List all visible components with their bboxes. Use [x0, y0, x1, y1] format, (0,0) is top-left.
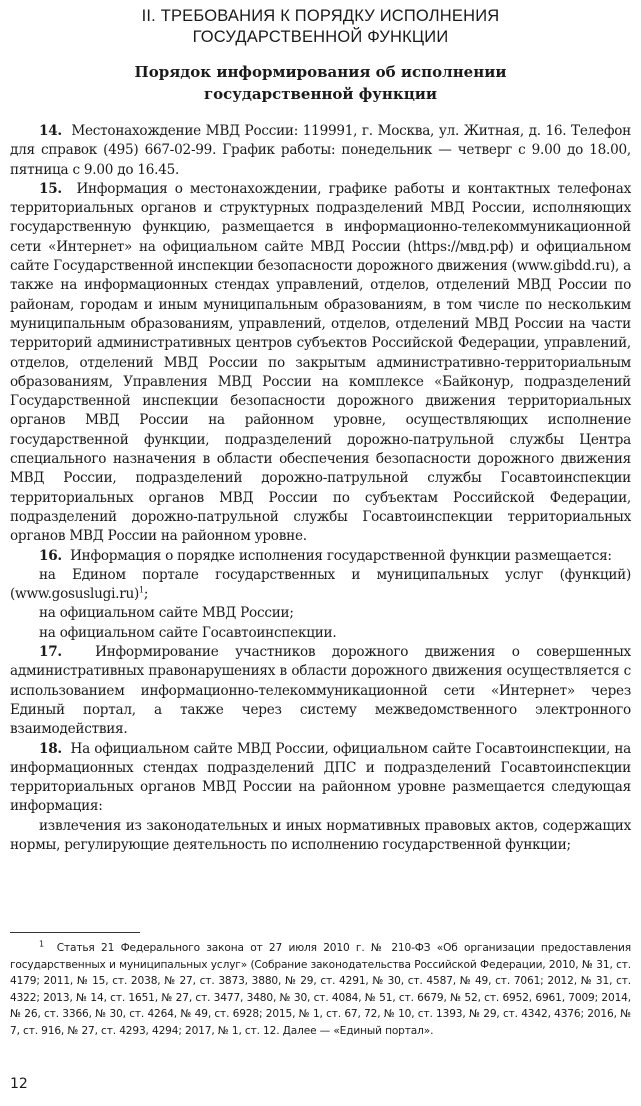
paragraph-number: 18. [39, 740, 62, 757]
list-item-text: на официальном сайте Госавтоинспекции. [39, 624, 337, 641]
footnote-reference[interactable]: 1 [139, 585, 144, 595]
section-heading-line-1: II. ТРЕБОВАНИЯ К ПОРЯДКУ ИСПОЛНЕНИЯ [141, 7, 500, 25]
section-heading-line-2: ГОСУДАРСТВЕННОЙ ФУНКЦИИ [192, 28, 449, 46]
paragraph-16 [10, 547, 631, 566]
footnote-mark: 1 [39, 939, 44, 949]
list-item [10, 624, 631, 643]
paragraph-number: 16. [39, 547, 62, 564]
paragraph-18 [10, 740, 631, 817]
paragraph-17 [10, 643, 631, 739]
list-item-punctuation: ; [143, 586, 149, 603]
list-item-text: на официальном сайте МВД России; [39, 605, 294, 622]
body-text [10, 122, 631, 855]
subsection-heading-line-1: Порядок информирования об исполнении [134, 63, 507, 81]
footnote-text-block [10, 940, 631, 1040]
list-item-text: на Едином портале государственных и муниципальных услуг (функций) (www.gosuslugi.ru) [10, 566, 631, 603]
paragraph-text: Местонахождение МВД России: 119991, г. Москва, ул. Житная, д. 16. Телефон для справок (495) 667-02-99. График работы: понедельник — четверг с 9.00 до 18.00, пятница с 9.00 до 16.45. [10, 123, 631, 178]
page-number: 12 [10, 1076, 28, 1092]
footnote [10, 940, 631, 1040]
paragraph-text: Информирование участников дорожного движения о совершенных административных правонарушениях в области дорожного движения осуществляется с использованием информационно-телекоммуникационной сети «Интернет» через Единый портал, а также через систему межведомственного электронного взаимодействия. [10, 644, 631, 738]
subsection-heading-line-2: государственной функции [203, 85, 438, 103]
paragraph-text: Информация о местонахождении, графике работы и контактных телефонах территориальных органов и структурных подразделений МВД России, исполняющих государственную функцию, размещается в информационно-телекоммуникационной сети «Интернет» на официальном сайте МВД России (https://мвд.рф) и официальном сайте Государственной инспекции безопасности дорожного движения (www.gibdd.ru), а также на информационных стендах управлений, отделов, отделений МВД России по районам, городам и иным муниципальным образованиям, в том числе по нескольким муниципальным образованиям, управлений, отделов, отделений МВД России на части территорий административных центров субъектов Российской Федерации, управлений, отделов, отделений МВД России по закрытым административно-территориальным образованиям, Управления МВД России на комплексе «Байконур, подразделений Государственной инспекции безопасности дорожного движения территориальных органов МВД России на районном уровне, осуществляющих исполнение государственной функции, подразделений дорожно-патрульной службы Центра специального назначения в области обеспечения безопасности дорожного движения МВД России, подразделений дорожно-патрульной службы Госавтоинспекции территориальных органов МВД России по субъектам Российской Федерации, подразделений дорожно-патрульной службы Госавтоинспекции территориальных органов МВД России на районном уровне. [10, 180, 631, 545]
paragraph-number: 17. [39, 644, 62, 661]
list-item [10, 566, 631, 605]
section-heading [0, 6, 641, 48]
footnote-text: Статья 21 Федерального закона от 27 июля 2010 г. № 210-ФЗ «Об организации предоставления государственных и муниципальных услуг» (Собрание законодательства Российской Федерации, 2010, № 31, ст. 4179; 2011, № 15, ст. 2038, № 27, ст. 3873, 3880, № 29, ст. 4291, № 30, ст. 4587, № 49, ст. 7061; 2012, № 31, ст. 4322; 2013, № 14, ст. 1651, № 27, ст. 3477, 3480, № 30, ст. 4084, № 51, ст. 6679, № 52, ст. 6952, 6961, 7009; 2014, № 26, ст. 3366, № 30, ст. 4264, № 49, ст. 6928; 2015, № 1, ст. 67, 72, № 10, ст. 1393, № 29, ст. 4342, 4376; 2016, № 7, ст. 916, № 27, ст. 4293, 4294; 2017, № 1, ст. 12. Далее — «Единый портал». [10, 942, 631, 1037]
list-item [10, 604, 631, 623]
paragraph-14 [10, 122, 631, 180]
list-item-text: извлечения из законодательных и иных нормативных правовых актов, содержащих нормы, регулирующие деятельность по исполнению государственной функции; [10, 817, 631, 853]
list-item [10, 817, 631, 856]
paragraph-number: 14. [39, 123, 62, 139]
paragraph-text: На официальном сайте МВД России, официальном сайте Госавтоинспекции, на информационных стендах подразделений ДПС и подразделений Госавтоинспекции территориальных органов МВД России на районном уровне размещается следующая информация: [10, 740, 631, 815]
footnote-divider [10, 932, 140, 933]
paragraph-text: Информация о порядке исполнения государственной функции размещается: [70, 547, 612, 564]
paragraph-15 [10, 180, 631, 547]
paragraph-number: 15. [39, 180, 62, 197]
subsection-heading [0, 61, 641, 105]
